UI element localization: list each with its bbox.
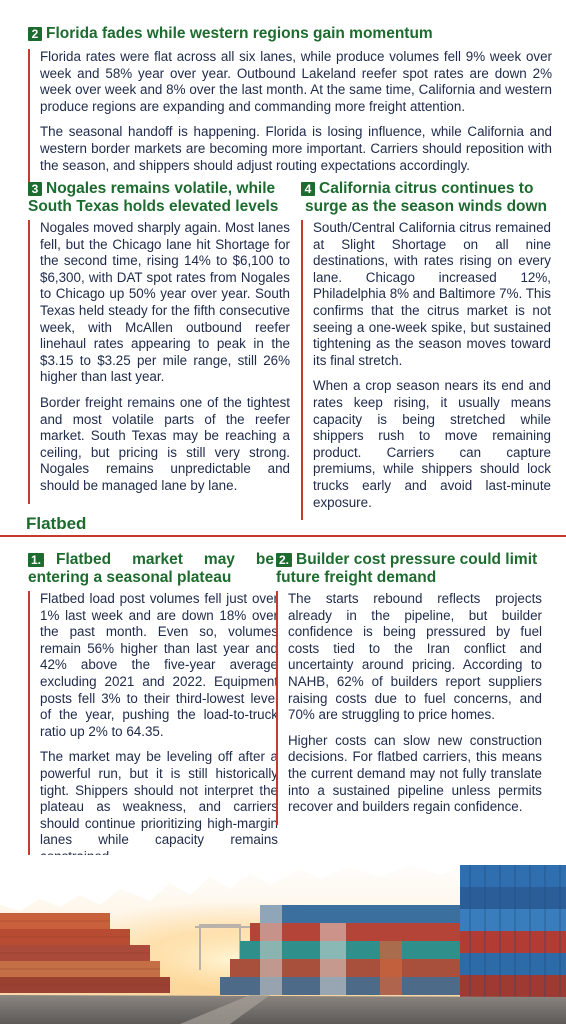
ground <box>0 995 566 1024</box>
section-4-body <box>301 220 551 520</box>
flatbed-2-heading <box>276 551 548 587</box>
section-4-paragraph-2: When a crop season nears its end and rates keep rising, it usually means capacity is being stretched while shippers rush to move remaining product. Carriers can capture premiums, while shippers should lock trucks early and avoid last-minute exposure. <box>313 378 551 510</box>
section-3-title-line-2: South Texas holds elevated levels <box>28 198 279 215</box>
flatbed-2-number: 2. <box>276 553 292 567</box>
flatbed-1-title-line-1: Flatbed market may be <box>56 551 274 568</box>
section-4-number: 4 <box>301 182 315 196</box>
section-2-paragraph-2: The seasonal handoff is happening. Florida is losing influence, while California and western border markets are becoming more important. Carriers should reposition with the season, and shippers should adjust routing expectations accordingly. <box>40 124 552 173</box>
flatbed-2-paragraph-2: Higher costs can slow new construction decisions. For flatbed carriers, this means the current demand may not fully translate into a sustained pipeline unless permits recover and builders regain confidence. <box>288 732 542 815</box>
section-2-body <box>28 49 552 183</box>
flatbed-2-paragraph-1: The starts rebound reflects projects already in the pipeline, but builder confidence is being pressured by fuel costs tied to the Iran conflict and uncertainty around pricing. According to NAHB, 62% of builders report suppliers raising costs due to fuel concerns, and 70% are struggling to price homes. <box>288 591 542 723</box>
flatbed-1-body <box>28 591 278 875</box>
section-3-number: 3 <box>28 182 42 196</box>
section-4-title-line-2: surge as the season winds down <box>305 198 548 215</box>
flatbed-1-paragraph-2: The market may be leveling off after a powerful run, but it is still historically tight. Shippers should not interpret the plateau as weakness, and carriers should continue prioritizing high-margin lanes while capacity remains <box>40 749 278 848</box>
flatbed-1-heading <box>28 551 274 587</box>
section-2-paragraph-1: Florida rates were flat across all six lanes, while produce volumes fell 9% week over week and 58% year over year. Outbound Lakeland reefer spot rates are down 2% week over week and 8% over the last month. At the same time, California and western produce regions are expanding and commanding more freight attention. <box>40 49 552 114</box>
section-2-heading <box>28 25 548 43</box>
section-3-title-line-1: Nogales remains volatile, while <box>46 180 276 197</box>
right-container-stack <box>460 865 566 997</box>
section-2-number: 2 <box>28 27 42 41</box>
flatbed-2-title-line-2: future freight demand <box>276 569 437 586</box>
section-3-body <box>28 220 290 504</box>
section-3-heading <box>28 180 288 216</box>
flatbed-1-paragraph-1: Flatbed load post volumes fell just over 1% last week and are down 18% over the past month. Even so, volumes remain 56% higher than last year and 42% above the five-year average excluding 2021 and 2022. Equipment posts fell 3% to their third-lowest level of the year, pushing the load-to-truck ratio up 2% to 64.35. <box>40 591 278 739</box>
section-4-heading <box>301 180 549 216</box>
section-3-paragraph-2: Border freight remains one of the tightest and most volatile parts of the reefer market. South Texas may be reaching a ceiling, but pricing is still very strong. Nogales remains unpredictable and should be managed lane by lane. <box>40 394 290 493</box>
flatbed-section-title: Flatbed <box>26 514 87 533</box>
section-3-paragraph-1: Nogales moved sharply again. Most lanes fell, but the Chicago lane hit Shortage for the second time, rising 14% to $6,100 to $6,300, with DAT spot rates from Nogales to Chicago up 50% year over year. South Texas held steady for the fifth consecutive week, with McAllen outbound reefer linehaul rates appearing to peak in the $3.15 to $3.25 per mile range, still 26% higher than last year. <box>40 220 290 385</box>
section-2-title: Florida fades while western regions gain momentum <box>46 25 433 42</box>
flatbed-2-title-line-1: Builder cost pressure could limit <box>296 551 538 568</box>
flatbed-divider <box>0 535 566 537</box>
section-4-paragraph-1: South/Central California citrus remained at Slight Shortage on all nine destinations, with rates rising on every lane. Chicago increased 12%, Philadelphia 8% and Baltimore 7%. This confirms that the citrus market is not seeing a one-week spike, but sustained tightening as the season moves toward its final stretch. <box>313 220 551 368</box>
flatbed-2-body <box>276 591 542 825</box>
container-yard-image <box>0 855 566 1024</box>
section-4-title-line-1: California citrus continues to <box>319 180 534 197</box>
flatbed-1-number: 1. <box>28 553 44 567</box>
flatbed-1-title-line-2: entering a seasonal plateau <box>28 569 232 586</box>
